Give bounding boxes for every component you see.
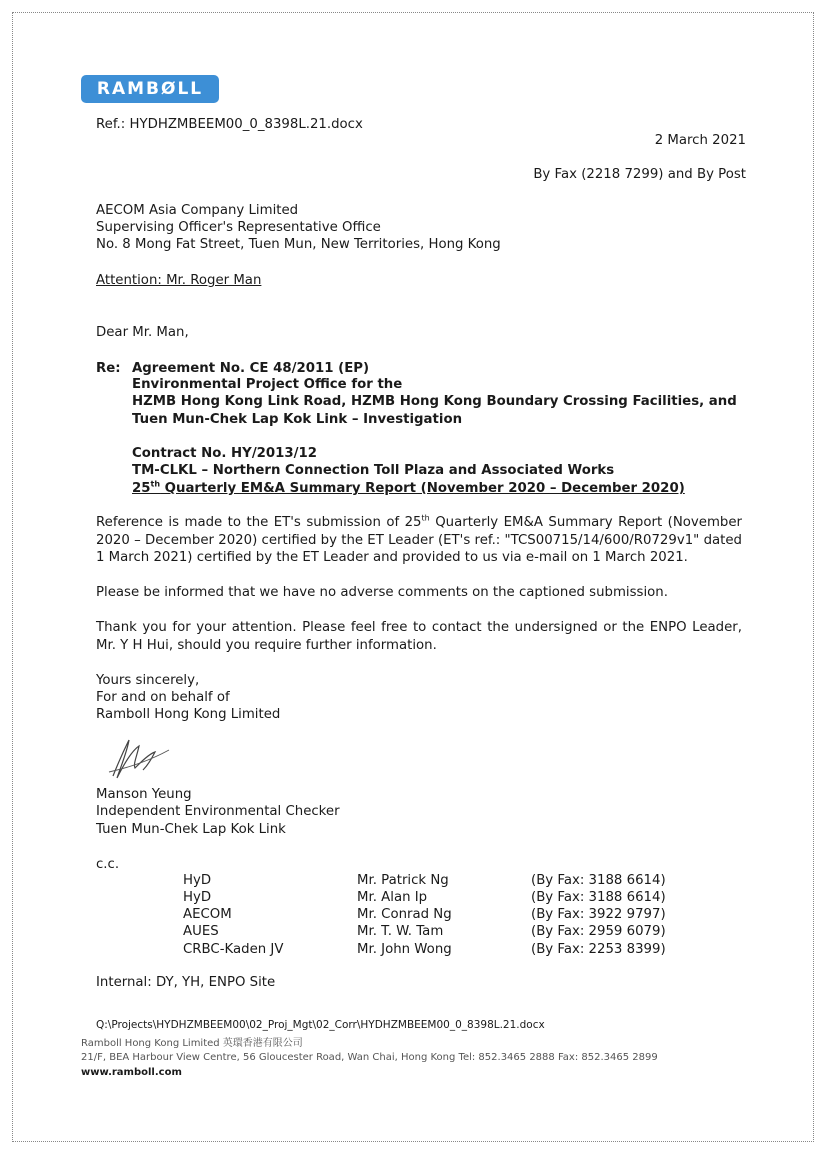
re-line-2: Environmental Project Office for the [132, 377, 403, 392]
cc-fax: (By Fax: 3188 6614) [531, 890, 666, 905]
recipient-line-2: Supervising Officer's Representative Office [96, 220, 381, 235]
footer-website: www.ramboll.com [81, 1067, 182, 1078]
re-line-3: HZMB Hong Kong Link Road, HZMB Hong Kong Boundary Crossing Facilities, and [132, 394, 737, 409]
cc-fax: (By Fax: 3188 6614) [531, 873, 666, 888]
cc-org: HyD [183, 890, 212, 905]
signatory-project: Tuen Mun-Chek Lap Kok Link [96, 822, 286, 837]
cc-fax: (By Fax: 2253 8399) [531, 942, 666, 957]
cc-name: Mr. Alan Ip [357, 890, 428, 905]
re-line-4: Tuen Mun-Chek Lap Kok Link – Investigation [132, 412, 463, 427]
cc-org: AUES [183, 924, 219, 939]
re-line-1: Agreement No. CE 48/2011 (EP) [132, 361, 370, 376]
cc-name: Mr. John Wong [357, 942, 452, 957]
cc-fax: (By Fax: 3922 9797) [531, 907, 666, 922]
delivery-method: By Fax (2218 7299) and By Post [533, 167, 746, 182]
closing-line-1: Yours sincerely, [96, 673, 200, 688]
re-line-6: TM-CLKL – Northern Connection Toll Plaza and Associated Works [132, 463, 615, 478]
letter-date: 2 March 2021 [654, 133, 746, 148]
closing-line-2: For and on behalf of [96, 690, 230, 705]
signatory-name: Manson Yeung [96, 787, 192, 802]
re-line-7: 25th Quarterly EM&A Summary Report (November 2020 – December 2020) [132, 479, 685, 496]
attention-line: Attention: Mr. Roger Man [96, 273, 262, 288]
reference: Ref.: HYDHZMBEEM00_0_8398L.21.docx [96, 117, 363, 132]
cc-name: Mr. Conrad Ng [357, 907, 452, 922]
handwritten-signature [107, 732, 177, 782]
footer-address: 21/F, BEA Harbour View Centre, 56 Gloucester Road, Wan Chai, Hong Kong Tel: 852.3465 2888 Fax: 852.3465 2899 [81, 1052, 658, 1063]
internal-distribution: Internal: DY, YH, ENPO Site [96, 975, 276, 990]
re-line-5: Contract No. HY/2013/12 [132, 446, 318, 461]
ramboll-logo: RAMBØLL [81, 75, 219, 103]
cc-fax: (By Fax: 2959 6079) [531, 924, 666, 939]
closing-line-3: Ramboll Hong Kong Limited [96, 707, 281, 722]
recipient-line-1: AECOM Asia Company Limited [96, 203, 299, 218]
footer-company: Ramboll Hong Kong Limited 英環香港有限公司 [81, 1038, 303, 1049]
cc-org: CRBC-Kaden JV [183, 942, 284, 957]
recipient-line-3: No. 8 Mong Fat Street, Tuen Mun, New Territories, Hong Kong [96, 237, 501, 252]
cc-org: HyD [183, 873, 212, 888]
footer-file-path: Q:\Projects\HYDHZMBEEM00\02_Proj_Mgt\02_Corr\HYDHZMBEEM00_0_8398L.21.docx [96, 1019, 545, 1031]
cc-name: Mr. Patrick Ng [357, 873, 449, 888]
re-label: Re: [96, 361, 121, 376]
cc-org: AECOM [183, 907, 232, 922]
signatory-title: Independent Environmental Checker [96, 804, 340, 819]
body-paragraph-3: Thank you for your attention. Please feel free to contact the undersigned or the ENPO Leader, Mr. Y H Hui, should you require further information. [96, 620, 742, 653]
salutation: Dear Mr. Man, [96, 325, 189, 340]
body-paragraph-1: Reference is made to the ET's submission of 25th Quarterly EM&A Summary Report (November 2020 – December 2020) certified by the ET Leader (ET's ref.: "TCS00715/14/600/R0729v1" dated 1 March 2021) certified by the ET Leader and provided to us via e-mail on 1 March 2021. [96, 513, 742, 565]
cc-name: Mr. T. W. Tam [357, 924, 444, 939]
body-paragraph-2: Please be informed that we have no adverse comments on the captioned submission. [96, 585, 668, 600]
cc-label: c.c. [96, 857, 120, 872]
